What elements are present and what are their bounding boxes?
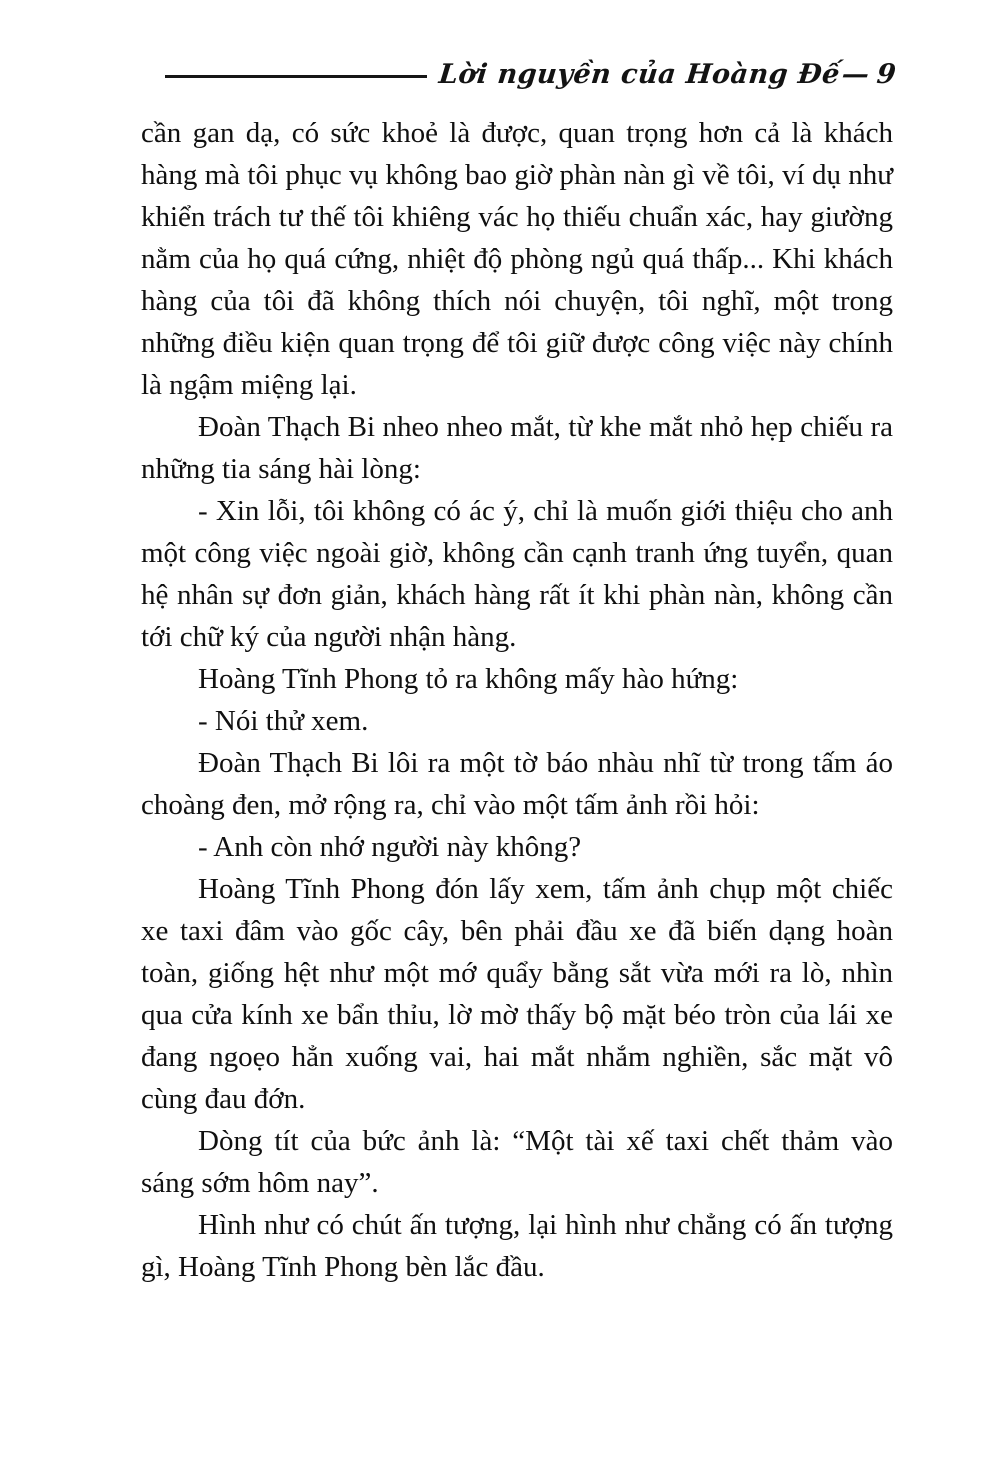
running-title-wrap	[438, 59, 898, 90]
page-header	[140, 52, 896, 96]
paragraph: Đoàn Thạch Bi lôi ra một tờ báo nhàu nhĩ từ trong tấm áo choàng đen, mở rộng ra, chỉ vào một tấm ảnh rồi hỏi:	[141, 747, 893, 821]
paragraph: - Nói thử xem.	[198, 705, 369, 737]
paragraph: Hoàng Tĩnh Phong đón lấy xem, tấm ảnh chụp một chiếc xe taxi đâm vào gốc cây, bên phải đầu xe đã biến dạng hoàn toàn, giống hệt như một mớ quẩy bằng sắt vừa mới ra lò, nhìn qua cửa kính xe bẩn thỉu, lờ mờ thấy bộ mặt béo tròn của lái xe đang ngoẹo hẳn xuống vai, hai mắt nhắm nghiền, sắc mặt vô cùng đau đớn.	[141, 873, 893, 1115]
paragraph: - Anh còn nhớ người này không?	[198, 831, 582, 863]
paragraph: Hình như có chút ấn tượng, lại hình như chẳng có ấn tượng gì, Hoàng Tĩnh Phong bèn lắc đầu.	[141, 1209, 893, 1283]
header-separator: —	[840, 58, 871, 90]
paragraph: Đoàn Thạch Bi nheo nheo mắt, từ khe mắt nhỏ hẹp chiếu ra những tia sáng hài lòng:	[141, 411, 893, 485]
page-number: 9	[875, 58, 898, 90]
running-title: Lời nguyền của Hoàng Đế	[437, 58, 842, 90]
header-rule	[165, 75, 427, 78]
page-body	[141, 112, 893, 1288]
paragraph: cần gan dạ, có sức khoẻ là được, quan trọng hơn cả là khách hàng mà tôi phục vụ không bao giờ phàn nàn gì về tôi, ví dụ như khiển trách tư thế tôi khiêng vác họ thiếu chuẩn xác, hay giường nằm của họ quá cứng, nhiệt độ phòng ngủ quá thấp... Khi khách hàng của tôi đã không thích nói chuyện, tôi nghĩ, một trong những điều kiện quan trọng để tôi giữ được công việc này chính là ngậm miệng lại.	[141, 117, 893, 401]
paragraph: Dòng tít của bức ảnh là: “Một tài xế taxi chết thảm vào sáng sớm hôm nay”.	[141, 1125, 893, 1199]
paragraph: Hoàng Tĩnh Phong tỏ ra không mấy hào hứng:	[198, 663, 739, 695]
paragraph: - Xin lỗi, tôi không có ác ý, chỉ là muốn giới thiệu cho anh một công việc ngoài giờ, không cần cạnh tranh ứng tuyển, quan hệ nhân sự đơn giản, khách hàng rất ít khi phàn nàn, không cần tới chữ ký của người nhận hàng.	[141, 495, 893, 653]
